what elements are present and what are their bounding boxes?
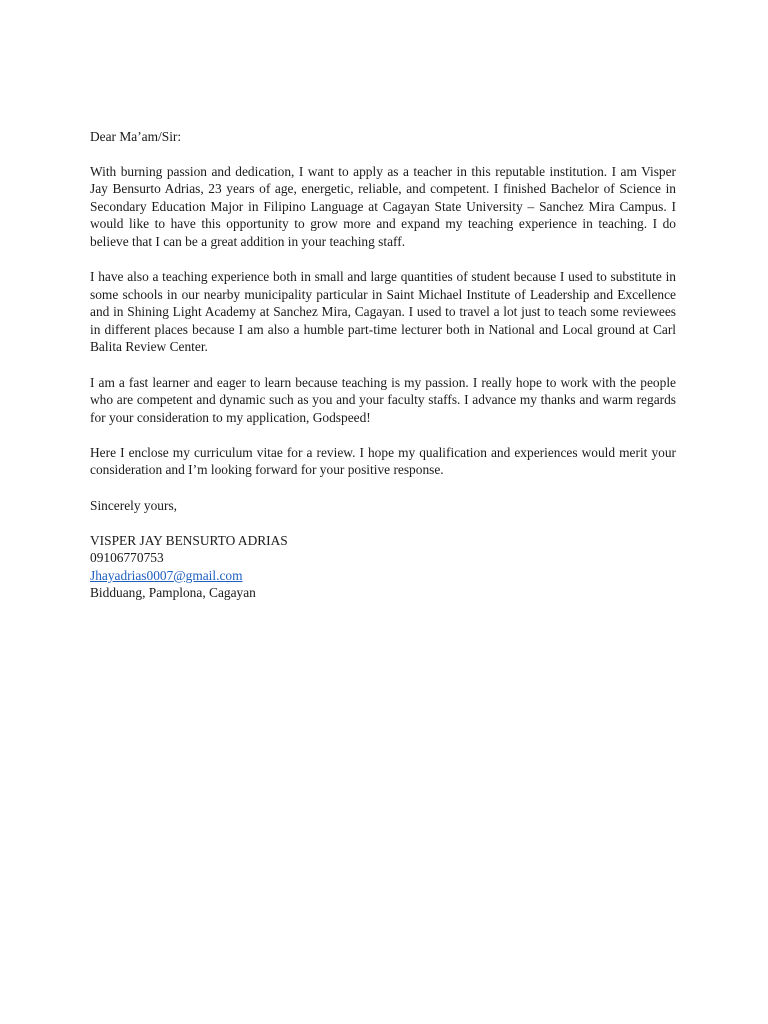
paragraph-experience: I have also a teaching experience both in small and large quantities of student because I used to substitute in some schools in our nearby municipality particular in Saint Michael Institute of Leadership and Excellence and in Shining Light Academy at Sanchez Mira, Cagayan. I used to travel a lot just to teach some reviewees in different places because I am also a humble part-time lecturer both in National and Local ground at Carl Balita Review Center. (90, 269, 676, 355)
signature-name: VISPER JAY BENSURTO ADRIAS (90, 532, 288, 548)
signature-phone: 09106770753 (90, 550, 164, 566)
paragraph-enclosure: Here I enclose my curriculum vitae for a review. I hope my qualification and experiences would merit your consideration and I’m looking forward for your positive response. (90, 444, 676, 478)
closing: Sincerely yours, (90, 497, 178, 513)
paragraph-intro: With burning passion and dedication, I want to apply as a teacher in this reputable institution. I am Visper Jay Bensurto Adrias, 23 years of age, energetic, reliable, and competent. I finished Bachelor of Science in Secondary Education Major in Filipino Language at Cagayan State University – Sanchez Mira Campus. I would like to have this opportunity to grow more and expand my teaching experience in teaching. I do believe that I can be a great addition in your teaching staff. (90, 163, 676, 249)
signature-email-link[interactable]: Jhayadrias0007@gmail.com (90, 567, 243, 583)
signature-address: Bidduang, Pamplona, Cagayan (90, 585, 256, 601)
paragraph-passion: I am a fast learner and eager to learn because teaching is my passion. I really hope to work with the people who are competent and dynamic such as you and your faculty staffs. I advance my thanks and warm regards for your consideration to my application, Godspeed! (90, 374, 676, 425)
letter-body (90, 128, 676, 602)
salutation: Dear Ma’am/Sir: (90, 129, 182, 144)
signature-block (90, 532, 676, 602)
